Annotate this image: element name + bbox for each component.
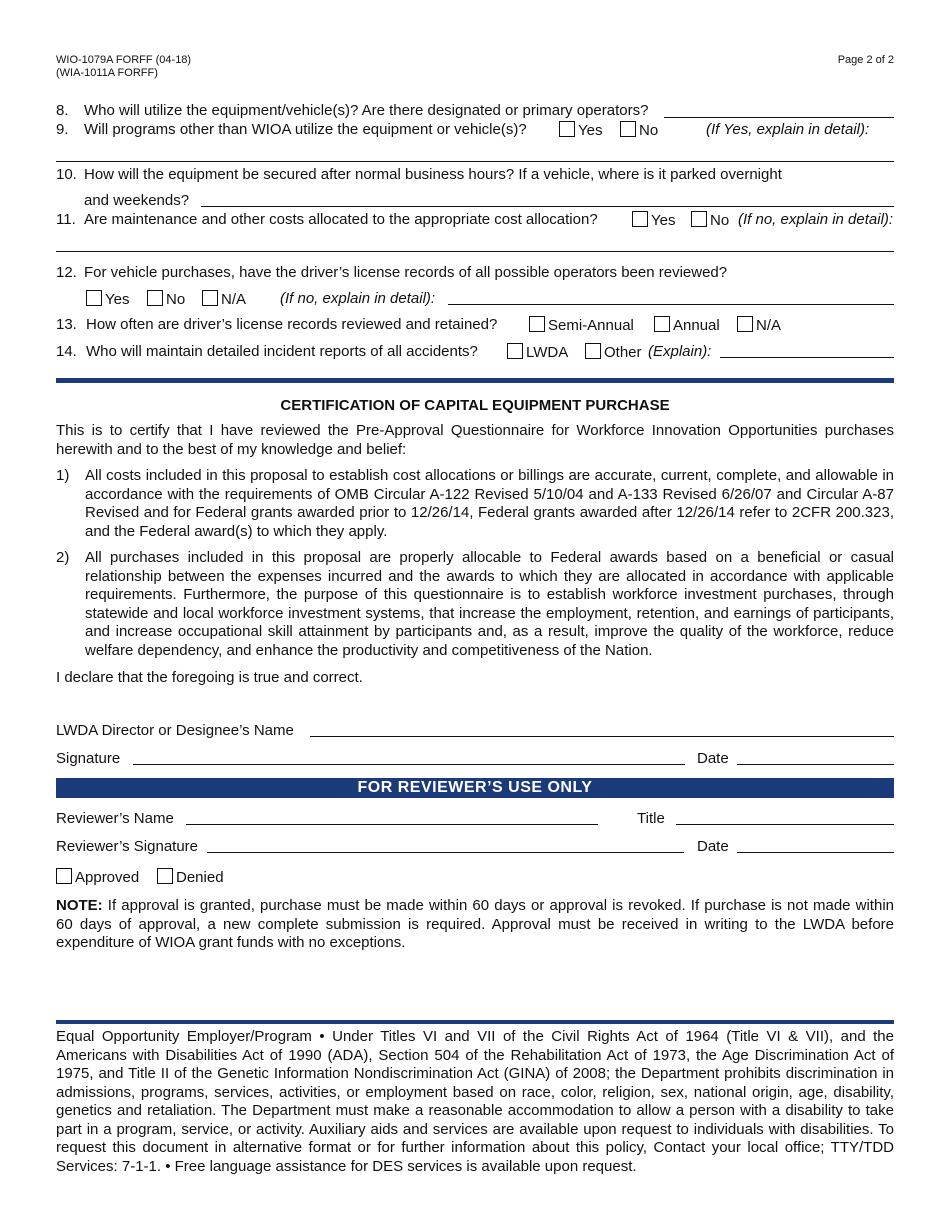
q9-yes-option[interactable] [559, 121, 602, 140]
footer-eeo-text: Equal Opportunity Employer/Program • Under Titles VI and VII of the Civil Rights Act of 1964 (Title VI & VII), and the Americans with Disabilities Act of 1990 (ADA), Section 504 of the Rehabilitation Act of 1973, the Age Discrimination Act of 1975, and Title II of the Genetic Information Nondiscrimination Act (GINA) of 2008; the Department prohibits discrimination in admissions, programs, services, activities, or employment based on race, color, religion, sex, national origin, age, disability, genetics and retaliation. The Department must make a reasonable accommodation to allow a person with a disability to take part in a program, service, or activity. Auxiliary aids and services are available upon request to individuals with disabilities. To request this document in alternative format or for further information about this policy, Contact your local office; TTY/TDD Services: 7-1-1. • Free language assistance for DES services is available upon request. [56, 1028, 894, 1175]
q12-text: For vehicle purchases, have the driver’s license records of all possible operators been reviewed? [84, 264, 728, 281]
cert-item-1-text: All costs included in this proposal to establish cost allocations or billings are accurate, current, complete, and allowable in accordance with the requirements of OMB Circular A-122 Revised 5/10/04 and A-133 Revised 6/26/07 and Circular A-87 Revised and for Federal grants awarded prior to 12/26/14, Federal grants awarded after 12/26/14 refer to 2CFR 200.323, and the Federal award(s) to which they apply. [85, 467, 894, 540]
alt-form-id: (WIA-1011A FORFF) [56, 67, 158, 79]
approval-note [56, 897, 894, 953]
q13-semiannual-label: Semi-Annual [548, 317, 634, 334]
q9-no-checkbox[interactable] [620, 121, 636, 137]
q8-text: Who will utilize the equipment/vehicle(s)? Are there designated or primary operators? [84, 102, 649, 119]
q14-text: Who will maintain detailed incident reports of all accidents? [86, 343, 478, 360]
director-name-label: LWDA Director or Designee’s Name [56, 722, 294, 739]
q12-na-checkbox[interactable] [202, 290, 218, 306]
date-field[interactable] [737, 764, 894, 765]
q10-text: How will the equipment be secured after normal business hours? If a vehicle, where is it parked overnight [84, 166, 782, 183]
reviewer-title-field[interactable] [676, 824, 894, 825]
signature-label: Signature [56, 750, 121, 767]
q12-note: (If no, explain in detail): [280, 290, 436, 307]
q12-no-option[interactable] [147, 290, 185, 309]
q14-lwda-checkbox[interactable] [507, 343, 523, 359]
q14-answer-line[interactable] [720, 357, 894, 358]
q8-number: 8. [56, 102, 69, 119]
q12-na-label: N/A [221, 291, 247, 308]
denied-option[interactable] [157, 868, 224, 887]
q12-yes-checkbox[interactable] [86, 290, 102, 306]
q9-no-option[interactable] [620, 121, 658, 140]
q13-na-label: N/A [756, 317, 782, 334]
reviewer-signature-label: Reviewer’s Signature [56, 838, 199, 855]
q14-other-label: Other [604, 344, 642, 361]
q11-no-option[interactable] [691, 211, 729, 230]
q13-semiannual-checkbox[interactable] [529, 316, 545, 332]
form-id: WIO-1079A FORFF (04-18) [56, 54, 192, 66]
q11-yes-option[interactable] [632, 211, 675, 230]
q9-text: Will programs other than WIOA utilize the equipment or vehicle(s)? [84, 121, 527, 138]
q13-annual-option[interactable] [654, 316, 720, 335]
q9-note: (If Yes, explain in detail): [706, 121, 870, 138]
q13-text: How often are driver’s license records reviewed and retained? [86, 316, 498, 333]
q10-text-cont: and weekends? [84, 192, 190, 209]
reviewer-banner: FOR REVIEWER’S USE ONLY [56, 778, 894, 798]
q11-answer-line[interactable] [56, 251, 894, 252]
q12-number: 12. [56, 264, 77, 281]
denied-label: Denied [176, 869, 224, 886]
q8-answer-line[interactable] [664, 117, 894, 118]
q9-answer-line[interactable] [56, 161, 894, 162]
q14-number: 14. [56, 343, 77, 360]
q9-number: 9. [56, 121, 69, 138]
cert-item-1-number: 1) [56, 467, 70, 484]
q9-yes-label: Yes [578, 122, 603, 139]
q12-no-label: No [166, 291, 186, 308]
q13-annual-label: Annual [673, 317, 720, 334]
q11-no-label: No [710, 212, 730, 229]
denied-checkbox[interactable] [157, 868, 173, 884]
page-number: Page 2 of 2 [837, 54, 894, 66]
q12-answer-line[interactable] [448, 304, 894, 305]
certification-title: CERTIFICATION OF CAPITAL EQUIPMENT PURCHASE [280, 397, 670, 414]
q13-annual-checkbox[interactable] [654, 316, 670, 332]
signature-field[interactable] [133, 764, 685, 765]
q12-yes-label: Yes [105, 291, 130, 308]
q13-na-checkbox[interactable] [737, 316, 753, 332]
certification-intro: This is to certify that I have reviewed the Pre-Approval Questionnaire for Workforce Innovation Opportunities purchases herewith and to the best of my knowledge and belief: [56, 422, 894, 458]
q13-na-option[interactable] [737, 316, 781, 335]
reviewer-name-field[interactable] [186, 824, 598, 825]
approved-option[interactable] [56, 868, 139, 887]
reviewer-title-label: Title [637, 810, 665, 827]
reviewer-date-label: Date [697, 838, 729, 855]
q11-no-checkbox[interactable] [691, 211, 707, 227]
q14-other-option[interactable] [585, 343, 642, 362]
section-divider [56, 378, 894, 383]
q14-lwda-option[interactable] [507, 343, 568, 362]
q13-number: 13. [56, 316, 77, 333]
q14-note: (Explain): [648, 343, 712, 360]
q9-no-label: No [639, 122, 659, 139]
q11-yes-label: Yes [651, 212, 676, 229]
date-label: Date [697, 750, 729, 767]
reviewer-date-field[interactable] [737, 852, 894, 853]
cert-item-2-text: All purchases included in this proposal are properly allocable to Federal awards based on a beneficial or casual relationship between the expenses incurred and the awards to which they are allocated in accordance with applicable requirements. Furthermore, the purpose of this questionnaire is to establish workforce investment purchases, through statewide and local workforce investment systems, that increase the employment, retention, and earnings of participants, and increase occupational skill attainment by participants and, as a result, improve the quality of the workforce, reduce welfare dependency, and enhance the productivity and competitiveness of the Nation. [85, 549, 894, 659]
cert-item-2-number: 2) [56, 549, 70, 566]
q14-other-checkbox[interactable] [585, 343, 601, 359]
footer-divider [56, 1020, 894, 1024]
q14-lwda-label: LWDA [526, 344, 569, 361]
q12-no-checkbox[interactable] [147, 290, 163, 306]
q13-semiannual-option[interactable] [529, 316, 634, 335]
note-text: If approval is granted, purchase must be made within 60 days or approval is revoked. If purchase is not made within 60 days of approval, a new complete submission is required. Approval must be received in writing to the LWDA before expenditure of WIOA grant funds with no exceptions. [56, 897, 894, 951]
q11-number: 11. [56, 211, 76, 228]
approved-checkbox[interactable] [56, 868, 72, 884]
reviewer-signature-field[interactable] [207, 852, 684, 853]
q11-note: (If no, explain in detail): [738, 211, 894, 228]
director-name-field[interactable] [310, 736, 894, 737]
q11-yes-checkbox[interactable] [632, 211, 648, 227]
approved-label: Approved [75, 869, 140, 886]
q10-answer-line[interactable] [201, 206, 894, 207]
note-label: NOTE: [56, 897, 103, 914]
q11-text: Are maintenance and other costs allocated to the appropriate cost allocation? [84, 211, 598, 228]
q12-yes-option[interactable] [86, 290, 129, 309]
reviewer-name-label: Reviewer’s Name [56, 810, 174, 827]
q12-na-option[interactable] [202, 290, 246, 309]
declaration: I declare that the foregoing is true and correct. [56, 669, 363, 686]
q9-yes-checkbox[interactable] [559, 121, 575, 137]
q10-number: 10. [56, 166, 77, 183]
